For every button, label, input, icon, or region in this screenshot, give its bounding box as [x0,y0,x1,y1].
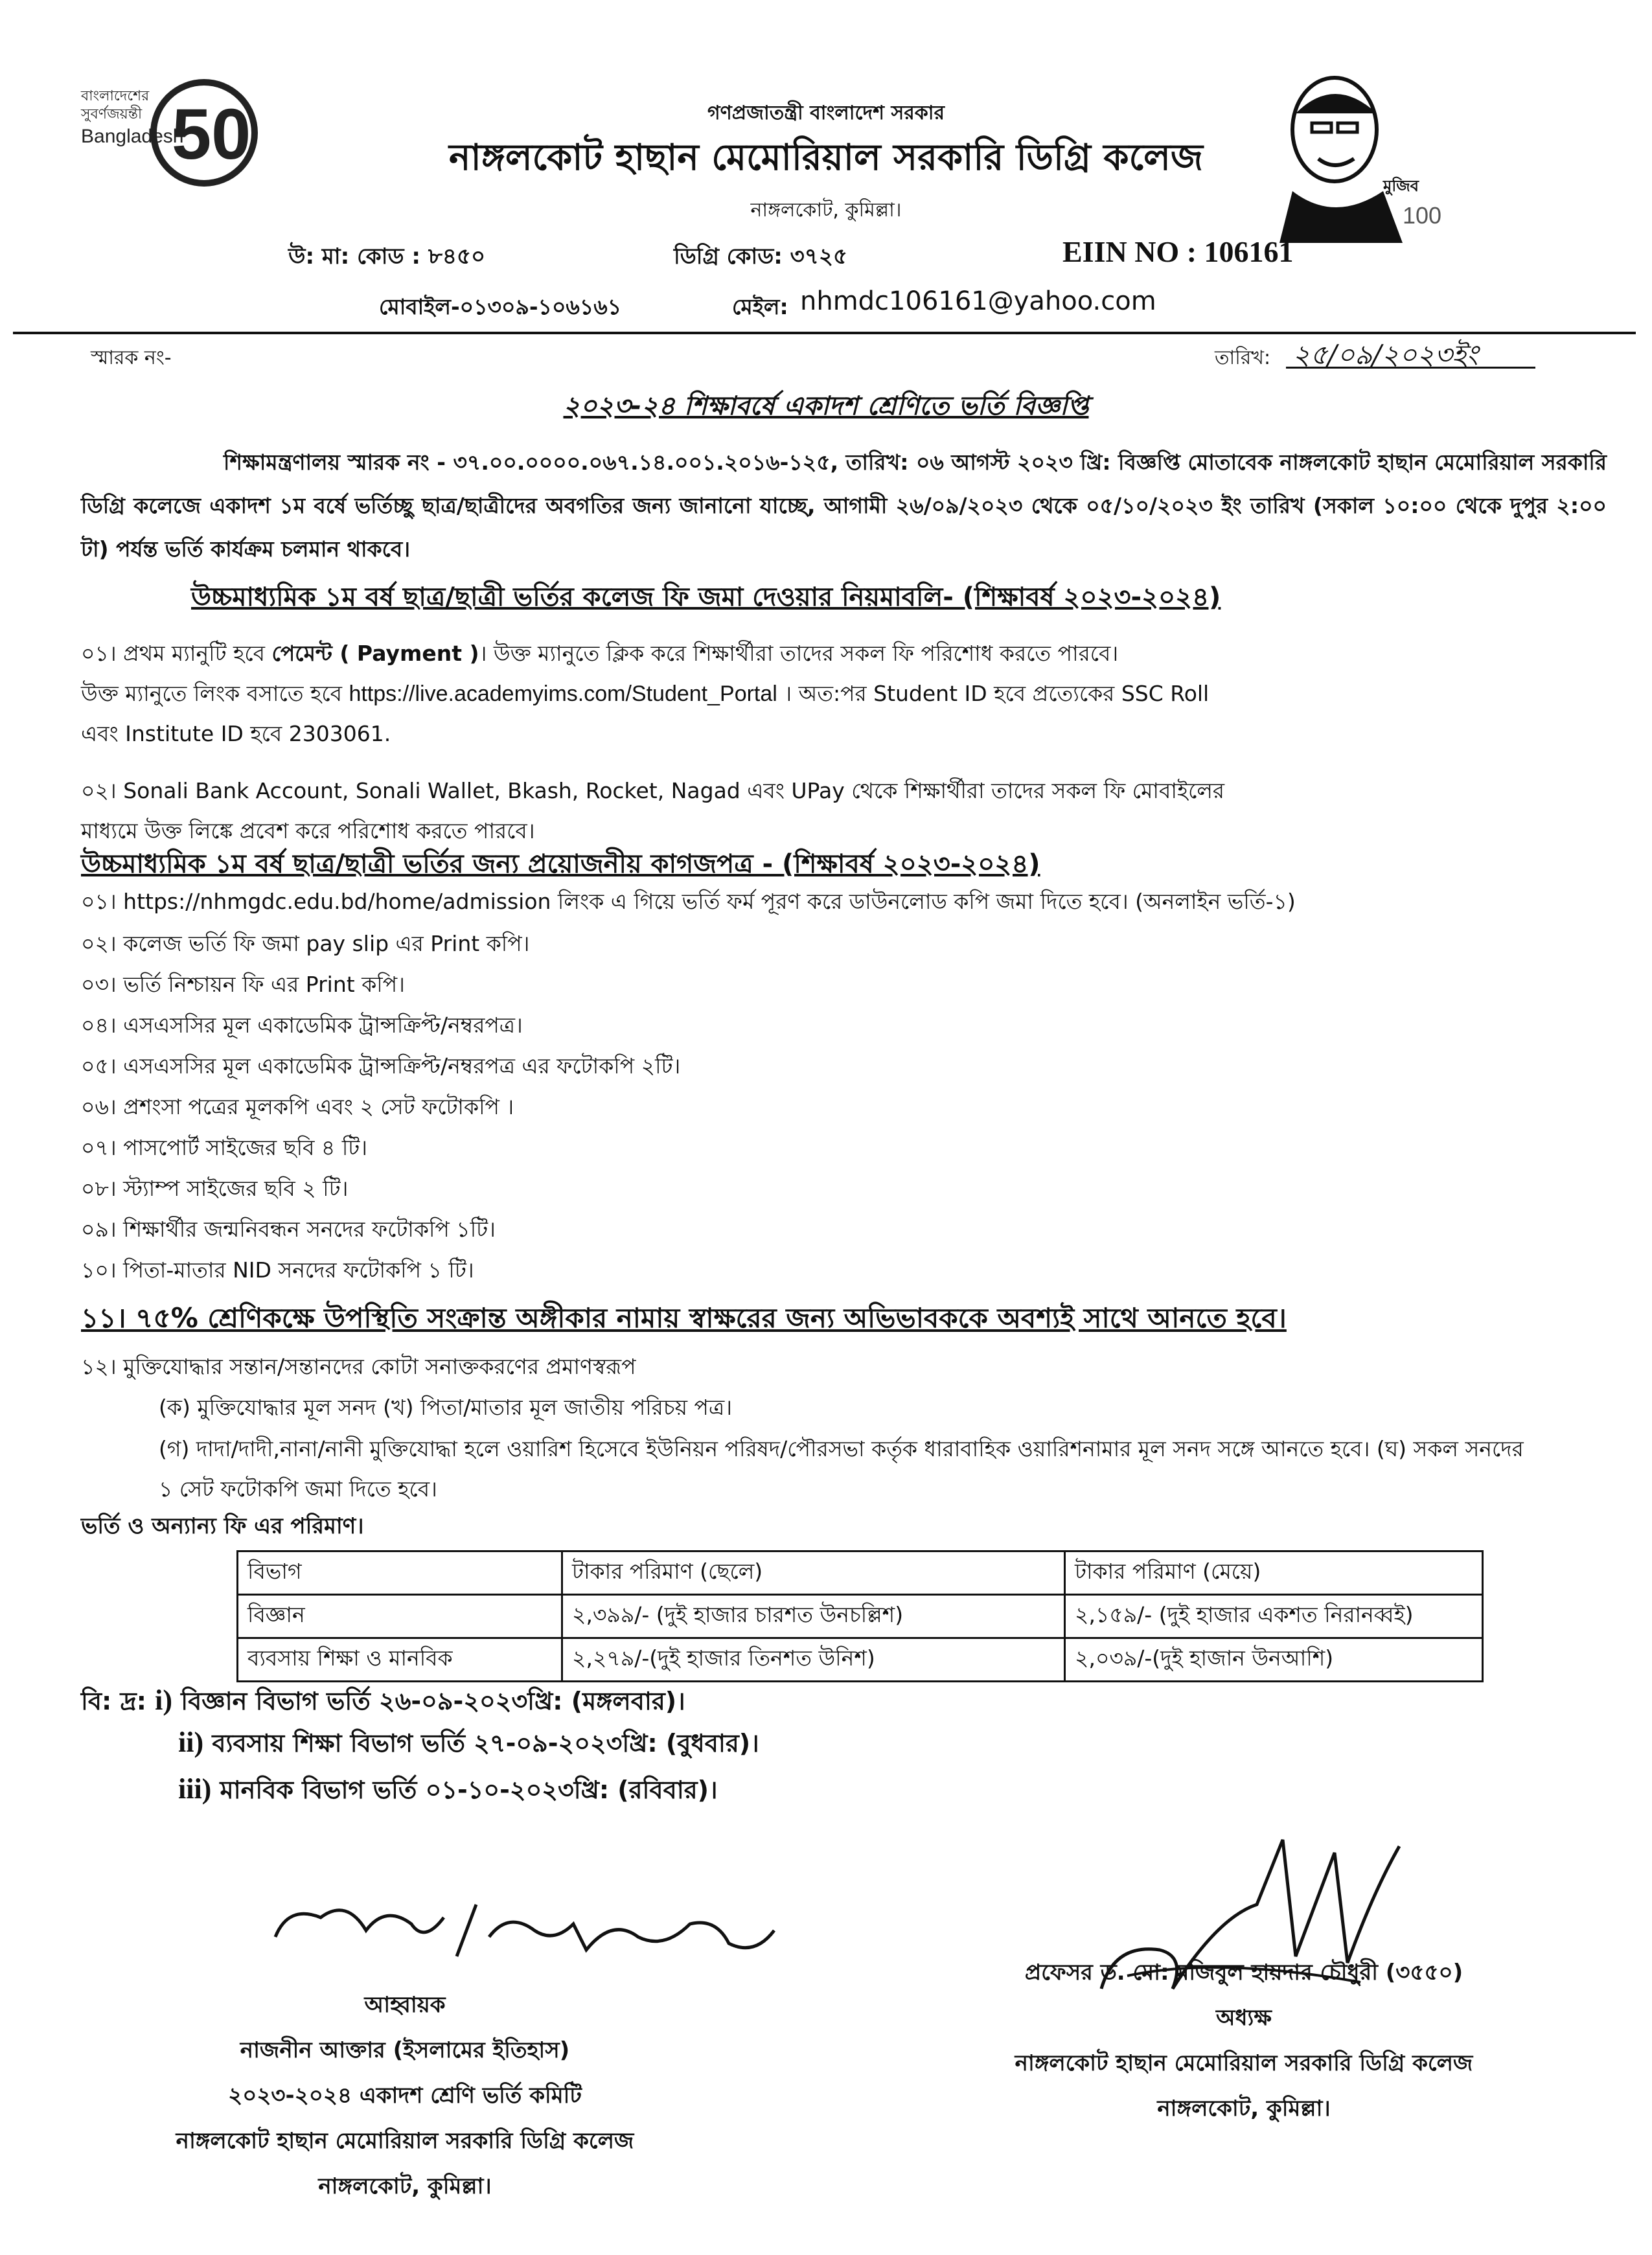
convener-name: নাজনীন আক্তার (ইসলামের ইতিহাস) [240,2037,570,2063]
document-item-12-b: (গ) দাদা/দাদী,নানা/নানী মুক্তিযোদ্ধা হলে ওয়ারিশ হিসেবে ইউনিয়ন পরিষদ/পৌরসভা কর্তৃক ধারাবাহিক ওয়ারিশনামার মূল সনদ সঙ্গে আনতে হবে। (ঘ) সকল সনদের ১ সেট ফটোকপি জমা দিতে হবে। [159,1436,1524,1502]
government-line: গণপ্রজাতন্ত্রী বাংলাদেশ সরকার [707,102,945,124]
principal-name: প্রফেসর ড. মো: মজিবুল হায়দার চৌধুরী (৩৫৫০) [1024,1960,1463,1986]
fee-rule-2 [81,771,1607,851]
payment-menu: পেমেন্ট ( Payment ) [271,641,479,666]
document-item-6: ০৬। প্রশংসা পত্রের মূলকপি এবং ২ সেট ফটোকপি । [81,1094,514,1119]
document-item-3: ০৩। ভর্তি নিশ্চায়ন ফি এর Print কপি। [81,972,405,997]
table-header-row [238,1551,1483,1595]
table-row [238,1595,1483,1638]
documents-title: উচ্চমাধ্যমিক ১ম বর্ষ ছাত্র/ছাত্রী ভর্তির জন্য প্রয়োজনীয় কাগজপত্র - (শিক্ষাবর্ষ ২০২৩-২০২৪) [81,849,1040,879]
nb-num-3: iii) [178,1773,212,1805]
document-item-8: ০৮। স্ট্যাম্প সাইজের ছবি ২ টি। [81,1176,349,1201]
header-boys-fee: টাকার পরিমাণ (ছেলে) [562,1551,1065,1595]
fee-rule-2-a: ০২। Sonali Bank Account, Sonali Wallet, Bkash, Rocket, Nagad এবং UPay থেকে শিক্ষার্থীরা তাদের সকল ফি মোবাইলের [81,778,1225,803]
header-department: বিভাগ [238,1551,562,1595]
svg-text:100: 100 [1403,202,1442,229]
document-item-12-a: (ক) মুক্তিযোদ্ধার মূল সনদ (খ) পিতা/মাতার মূল জাতীয় পরিচয় পত্র। [159,1395,732,1420]
document-item-7: ০৭। পাসপোর্ট সাইজের ছবি ৪ টি। [81,1135,368,1160]
nb-text-2: ব্যবসায় শিক্ষা বিভাগ ভর্তি ২৭-০৯-২০২৩খ্রি: (বুধবার)। [203,1729,759,1757]
svg-text:মুজিব: মুজিব [1383,177,1419,195]
table-cell: ব্যবসায় শিক্ষা ও মানবিক [238,1638,562,1682]
convener-role: আহ্বায়ক [364,1992,446,2018]
email-label: মেইল: [732,294,788,319]
document-item-2: ০২। কলেজ ভর্তি ফি জমা pay slip এর Print কপি। [81,931,530,956]
college-title: নাঙ্গলকোট হাছান মেমোরিয়াল সরকারি ডিগ্রি কলেজ [449,137,1203,179]
svg-text:Bangladesh: Bangladesh [81,126,184,147]
fee-rule-1-d: উক্ত ম্যানুতে লিংক বসাতে হবে [81,681,349,706]
document-item-9: ০৯। শিক্ষার্থীর জন্মনিবন্ধন সনদের ফটোকপি ১টি। [81,1217,496,1242]
table-cell: ২,৩৯৯/- (দুই হাজার চারশত উনচল্লিশ) [562,1595,1065,1638]
convener-place: নাঙ্গলকোট, কুমিল্লা। [318,2173,492,2199]
admission-committee: ২০২৩-২০২৪ একাদশ শ্রেণি ভর্তি কমিটি [228,2083,582,2109]
college-address: নাঙ্গলকোট, কুমিল্লা। [750,199,902,222]
convener-signature [262,1879,794,1976]
memo-number: স্মারক নং- [91,347,172,369]
fee-rule-1-f: এবং Institute ID হবে 2303061. [81,721,391,746]
principal-place: নাঙ্গলকোট, কুমিল্লা। [1157,2096,1331,2122]
fee-rule-1-a: ০১। প্রথম ম্যানুটি হবে [81,641,272,666]
nb-num-1: i) [155,1684,173,1716]
date-label: তারিখ: [1215,347,1271,369]
date-underline [1286,367,1535,369]
header-girls-fee: টাকার পরিমাণ (মেয়ে) [1065,1551,1483,1595]
nb-note-1 [81,1678,685,1724]
nb-note-2 [178,1724,759,1766]
fee-table [236,1550,1484,1682]
document-item-12: ১২। মুক্তিযোদ্ধার সন্তান/সন্তানদের কোটা সনাক্তকরণের প্রমাণস্বরূপ [81,1354,636,1379]
document-item-1: ০১। https://nhmgdc.edu.bd/home/admission লিংক এ গিয়ে ভর্তি ফর্ম পূরণ করে ডাউনলোড কপি জমা দিতে হবে। (অনলাইন ভর্তি-১) [81,889,1296,914]
nb-note-3 [178,1771,718,1813]
student-portal-link[interactable]: https://live.academyims.com/Student_Portal [349,681,777,706]
table-row [238,1638,1483,1682]
document-item-10: ১০। পিতা-মাতার NID সনদের ফটোকপি ১ টি। [81,1257,474,1283]
hsc-code: উ: মা: কোড : ৮৪৫০ [288,244,486,269]
principal-college: নাঙ্গলকোট হাছান মেমোরিয়াল সরকারি ডিগ্রি কলেজ [1015,2050,1473,2076]
email-address: nhmdc106161@yahoo.com [800,286,1156,316]
degree-code: ডিগ্রি কোড: ৩৭২৫ [674,244,848,269]
svg-text:সুবর্ণজয়ন্তী: সুবর্ণজয়ন্তী [81,106,143,122]
nb-text-1: বিজ্ঞান বিভাগ ভর্তি ২৬-০৯-২০২৩খ্রি: (মঙ্গলবার)। [172,1687,685,1715]
fee-rule-1 [81,634,1607,754]
fee-rule-1-c: । উক্ত ম্যানুতে ক্লিক করে শিক্ষার্থীরা তাদের সকল ফি পরিশোধ করতে পারবে। [479,641,1119,666]
date-value-handwritten: ২৫/০৯/২০২৩ইং [1292,339,1478,371]
notice-title: ২০২৩-২৪ শিক্ষাবর্ষে একাদশ শ্রেণিতে ভর্তি বিজ্ঞপ্তি [563,391,1089,421]
fee-table-title: ভর্তি ও অন্যান্য ফি এর পরিমাণ। [81,1513,364,1539]
table-cell: ২,১৫৯/- (দুই হাজার একশত নিরানব্বই) [1065,1595,1483,1638]
convener-block [81,1982,729,2209]
document-item-11: ১১। ৭৫% শ্রেণিকক্ষে উপস্থিতি সংক্রান্ত অঙ্গীকার নামায় স্বাক্ষরের জন্য অভিভাবককে অবশ্যই সাথে আনতে হবে। [81,1302,1287,1334]
mobile-number: মোবাইল-০১৩০৯-১০৬১৬১ [379,294,622,319]
convener-college: নাঙ্গলকোট হাছান মেমোরিয়াল সরকারি ডিগ্রি কলেজ [176,2128,634,2154]
svg-text:বাংলাদেশের: বাংলাদেশের [81,88,150,104]
fee-rule-1-e: । অত:পর Student ID হবে প্রত্যেকের SSC Roll [777,681,1210,706]
principal-role: অধ্যক্ষ [1216,2005,1272,2031]
eiin-number: EIIN NO : 106161 [1062,235,1294,268]
table-cell: বিজ্ঞান [238,1595,562,1638]
nb-prefix: বি: দ্র: [81,1687,146,1715]
fee-rule-2-b: মাধ্যমে উক্ত লিঙ্কে প্রবেশ করে পরিশোধ করতে পারবে। [81,818,535,843]
principal-block [907,1950,1581,2131]
fee-rules-title: উচ্চমাধ্যমিক ১ম বর্ষ ছাত্র/ছাত্রী ভর্তির কলেজ ফি জমা দেওয়ার নিয়মাবলি- (শিক্ষাবর্ষ ২০২৩-২০২৪) [191,582,1221,612]
document-item-5: ০৫। এসএসসির মূল একাডেমিক ট্রান্সক্রিপ্ট/নম্বরপত্র এর ফটোকপি ২টি। [81,1053,681,1079]
table-cell: ২,০৩৯/-(দুই হাজান উনআশি) [1065,1638,1483,1682]
notice-intro: শিক্ষামন্ত্রণালয় স্মারক নং - ৩৭.০০.০০০০.০৬৭.১৪.০০১.২০১৬-১২৫, তারিখ: ০৬ আগস্ট ২০২৩ খ্রি: বিজ্ঞপ্তি মোতাবেক নাঙ্গলকোট হাছান মেমোরিয়াল সরকারি ডিগ্রি কলেজে একাদশ ১ম বর্ষে ভর্তিচ্ছু ছাত্র/ছাত্রীদের অবগতির জন্য জানানো যাচ্ছে, আগামী ২৬/০৯/২০২৩ থেকে ০৫/১০/২০২৩ ইং তারিখ (সকাল ১০:০০ থেকে দুপুর ২:০০ টা) পর্যন্ত ভর্তি কার্যক্রম চলমান থাকবে। [81,450,1607,562]
table-cell: ২,২৭৯/-(দুই হাজার তিনশত উনিশ) [562,1638,1065,1682]
nb-num-2: ii) [178,1726,204,1758]
svg-text:50: 50 [172,95,251,174]
document-item-4: ০৪। এসএসসির মূল একাডেমিক ট্রান্সক্রিপ্ট/নম্বরপত্র। [81,1013,523,1038]
nb-text-3: মানবিক বিভাগ ভর্তি ০১-১০-২০২৩খ্রি: (রবিবার)। [211,1776,718,1804]
